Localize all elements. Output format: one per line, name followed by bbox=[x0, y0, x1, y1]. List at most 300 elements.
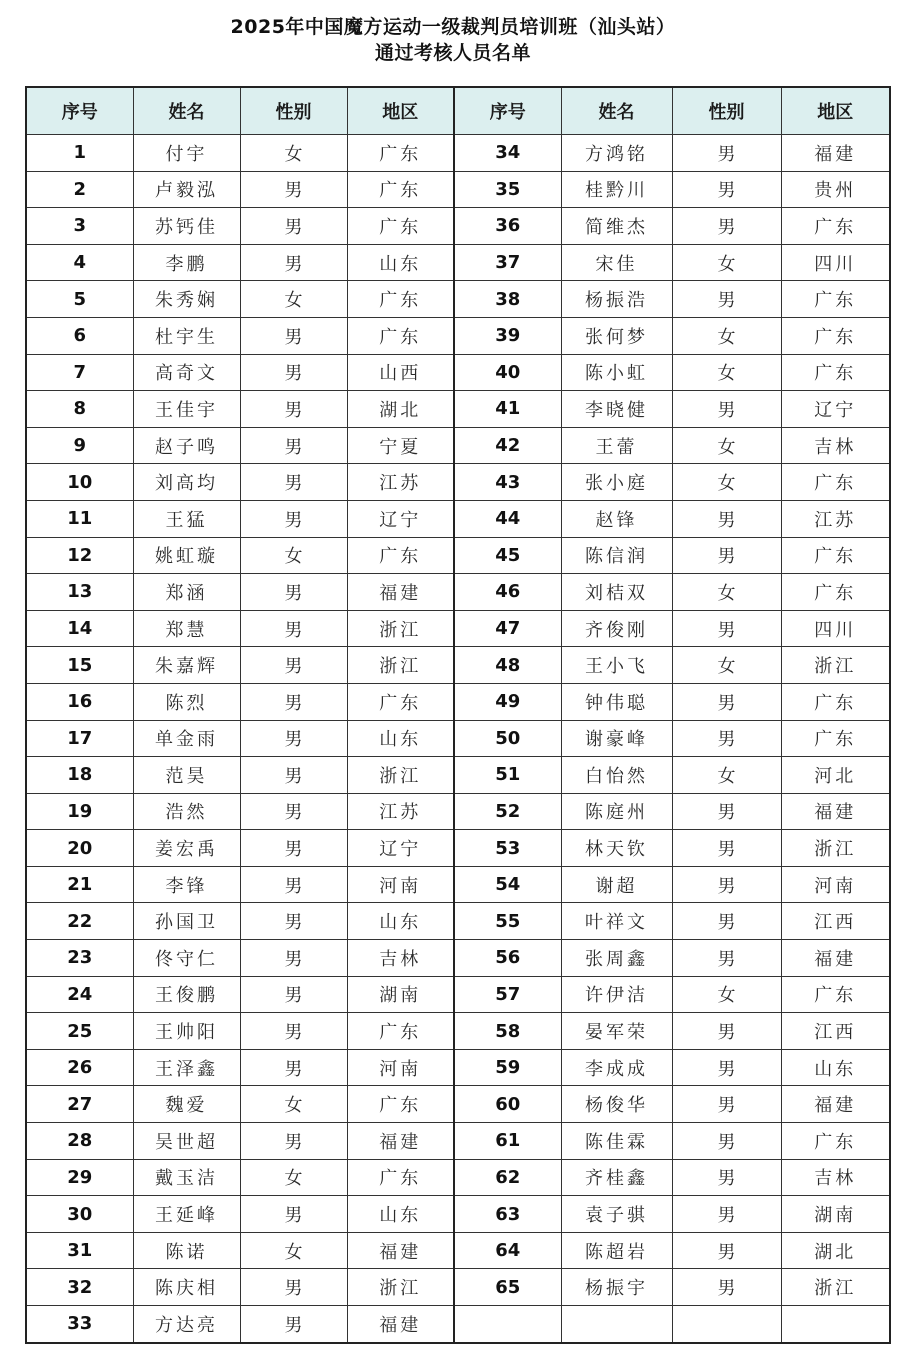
header-row bbox=[26, 87, 890, 135]
cell-region: 吉林 bbox=[781, 427, 890, 464]
cell-gender: 男 bbox=[240, 208, 347, 245]
cell-no: 15 bbox=[26, 647, 133, 684]
cell-region: 广东 bbox=[347, 1086, 454, 1123]
cell-name: 朱嘉辉 bbox=[133, 647, 240, 684]
table-row bbox=[26, 830, 890, 867]
table-row bbox=[26, 427, 890, 464]
cell-no: 40 bbox=[454, 354, 561, 391]
cell-name: 刘高均 bbox=[133, 464, 240, 501]
cell-gender: 女 bbox=[240, 1159, 347, 1196]
cell-region: 湖北 bbox=[347, 391, 454, 428]
cell-gender: 男 bbox=[240, 903, 347, 940]
cell-gender: 男 bbox=[672, 1123, 781, 1160]
cell-gender: 男 bbox=[240, 866, 347, 903]
cell-region: 辽宁 bbox=[347, 500, 454, 537]
table-row bbox=[26, 647, 890, 684]
cell-no: 11 bbox=[26, 500, 133, 537]
cell-gender: 男 bbox=[672, 1269, 781, 1306]
cell-name: 郑慧 bbox=[133, 610, 240, 647]
cell-gender: 男 bbox=[672, 610, 781, 647]
cell-name: 王俊鹏 bbox=[133, 976, 240, 1013]
cell-name: 姚虹璇 bbox=[133, 537, 240, 574]
cell-region: 浙江 bbox=[781, 830, 890, 867]
cell-gender: 男 bbox=[672, 135, 781, 172]
cell-gender: 男 bbox=[240, 244, 347, 281]
cell-no: 41 bbox=[454, 391, 561, 428]
table-row bbox=[26, 391, 890, 428]
cell-no: 10 bbox=[26, 464, 133, 501]
cell-no: 43 bbox=[454, 464, 561, 501]
cell-name: 陈信润 bbox=[561, 537, 672, 574]
cell-name: 王延峰 bbox=[133, 1196, 240, 1233]
cell-no: 25 bbox=[26, 1013, 133, 1050]
cell-gender: 男 bbox=[240, 1196, 347, 1233]
cell-name: 李锋 bbox=[133, 866, 240, 903]
table-row bbox=[26, 208, 890, 245]
cell-gender: 女 bbox=[672, 317, 781, 354]
cell-no: 14 bbox=[26, 610, 133, 647]
cell-gender: 女 bbox=[672, 427, 781, 464]
cell-gender: 男 bbox=[240, 647, 347, 684]
table-row bbox=[26, 1013, 890, 1050]
cell-region bbox=[781, 1306, 890, 1343]
cell-region: 贵州 bbox=[781, 171, 890, 208]
cell-gender bbox=[672, 1306, 781, 1343]
cell-region: 广东 bbox=[781, 1123, 890, 1160]
cell-name: 许伊洁 bbox=[561, 976, 672, 1013]
document-title bbox=[0, 14, 906, 66]
cell-region: 浙江 bbox=[347, 647, 454, 684]
cell-gender: 男 bbox=[672, 1013, 781, 1050]
cell-region: 浙江 bbox=[347, 610, 454, 647]
cell-region: 广东 bbox=[347, 683, 454, 720]
cell-name: 李成成 bbox=[561, 1049, 672, 1086]
table-row bbox=[26, 135, 890, 172]
cell-gender: 男 bbox=[672, 720, 781, 757]
cell-region: 广东 bbox=[347, 537, 454, 574]
cell-name: 袁子骐 bbox=[561, 1196, 672, 1233]
cell-name: 谢超 bbox=[561, 866, 672, 903]
cell-region: 福建 bbox=[347, 574, 454, 611]
cell-name: 魏爱 bbox=[133, 1086, 240, 1123]
cell-no: 4 bbox=[26, 244, 133, 281]
table-row bbox=[26, 574, 890, 611]
cell-name: 吴世超 bbox=[133, 1123, 240, 1160]
cell-no: 21 bbox=[26, 866, 133, 903]
table-row bbox=[26, 1306, 890, 1343]
title-line-1: 2025年中国魔方运动一级裁判员培训班（汕头站） bbox=[230, 16, 676, 38]
cell-gender: 男 bbox=[672, 391, 781, 428]
cell-gender: 男 bbox=[240, 720, 347, 757]
roster-body bbox=[26, 135, 890, 1343]
cell-no: 27 bbox=[26, 1086, 133, 1123]
cell-no: 16 bbox=[26, 683, 133, 720]
header-gender: 性别 bbox=[240, 87, 347, 135]
cell-region: 江苏 bbox=[347, 793, 454, 830]
cell-no: 51 bbox=[454, 757, 561, 794]
cell-gender: 男 bbox=[240, 940, 347, 977]
cell-no: 65 bbox=[454, 1269, 561, 1306]
cell-name: 白怡然 bbox=[561, 757, 672, 794]
cell-no: 35 bbox=[454, 171, 561, 208]
cell-gender: 男 bbox=[672, 500, 781, 537]
cell-region: 广东 bbox=[781, 464, 890, 501]
table-row bbox=[26, 1232, 890, 1269]
cell-no: 50 bbox=[454, 720, 561, 757]
header-no: 序号 bbox=[26, 87, 133, 135]
cell-gender: 女 bbox=[240, 135, 347, 172]
cell-region: 广东 bbox=[781, 537, 890, 574]
cell-gender: 男 bbox=[240, 354, 347, 391]
cell-gender: 男 bbox=[240, 427, 347, 464]
cell-name: 朱秀娴 bbox=[133, 281, 240, 318]
cell-no: 44 bbox=[454, 500, 561, 537]
cell-no: 6 bbox=[26, 317, 133, 354]
header-name: 姓名 bbox=[561, 87, 672, 135]
cell-gender: 男 bbox=[672, 1049, 781, 1086]
cell-region: 山东 bbox=[347, 244, 454, 281]
cell-region: 山西 bbox=[347, 354, 454, 391]
cell-no bbox=[454, 1306, 561, 1343]
cell-region: 山东 bbox=[347, 1196, 454, 1233]
cell-no: 34 bbox=[454, 135, 561, 172]
cell-name: 晏军荣 bbox=[561, 1013, 672, 1050]
cell-region: 广东 bbox=[347, 1013, 454, 1050]
cell-name: 郑涵 bbox=[133, 574, 240, 611]
table-row bbox=[26, 537, 890, 574]
cell-gender: 男 bbox=[240, 317, 347, 354]
cell-no: 18 bbox=[26, 757, 133, 794]
cell-name: 张周鑫 bbox=[561, 940, 672, 977]
cell-name: 林天钦 bbox=[561, 830, 672, 867]
cell-name: 王泽鑫 bbox=[133, 1049, 240, 1086]
cell-no: 39 bbox=[454, 317, 561, 354]
cell-name: 陈庭州 bbox=[561, 793, 672, 830]
cell-no: 29 bbox=[26, 1159, 133, 1196]
cell-no: 7 bbox=[26, 354, 133, 391]
table-row bbox=[26, 683, 890, 720]
cell-region: 四川 bbox=[781, 244, 890, 281]
cell-gender: 男 bbox=[240, 1123, 347, 1160]
cell-no: 20 bbox=[26, 830, 133, 867]
cell-gender: 女 bbox=[672, 244, 781, 281]
header-gender: 性别 bbox=[672, 87, 781, 135]
cell-gender: 男 bbox=[672, 1159, 781, 1196]
table-row bbox=[26, 720, 890, 757]
cell-region: 广东 bbox=[347, 208, 454, 245]
cell-region: 广东 bbox=[781, 976, 890, 1013]
title-line-2: 通过考核人员名单 bbox=[374, 42, 531, 64]
cell-region: 山东 bbox=[347, 720, 454, 757]
cell-name: 简维杰 bbox=[561, 208, 672, 245]
cell-region: 福建 bbox=[781, 135, 890, 172]
cell-gender: 男 bbox=[672, 830, 781, 867]
cell-region: 广东 bbox=[781, 208, 890, 245]
cell-name: 方达亮 bbox=[133, 1306, 240, 1343]
cell-no: 19 bbox=[26, 793, 133, 830]
cell-no: 33 bbox=[26, 1306, 133, 1343]
header-region: 地区 bbox=[781, 87, 890, 135]
table-row bbox=[26, 976, 890, 1013]
cell-no: 13 bbox=[26, 574, 133, 611]
cell-name: 戴玉洁 bbox=[133, 1159, 240, 1196]
cell-region: 湖北 bbox=[781, 1232, 890, 1269]
cell-region: 福建 bbox=[781, 1086, 890, 1123]
cell-name: 王帅阳 bbox=[133, 1013, 240, 1050]
cell-no: 12 bbox=[26, 537, 133, 574]
cell-region: 浙江 bbox=[781, 1269, 890, 1306]
cell-no: 52 bbox=[454, 793, 561, 830]
table-row bbox=[26, 866, 890, 903]
cell-gender: 男 bbox=[672, 1086, 781, 1123]
cell-no: 32 bbox=[26, 1269, 133, 1306]
cell-region: 河南 bbox=[347, 1049, 454, 1086]
cell-no: 1 bbox=[26, 135, 133, 172]
cell-name: 齐俊刚 bbox=[561, 610, 672, 647]
cell-name: 王蕾 bbox=[561, 427, 672, 464]
table-row bbox=[26, 1086, 890, 1123]
table-row bbox=[26, 464, 890, 501]
cell-name: 宋佳 bbox=[561, 244, 672, 281]
cell-gender: 男 bbox=[240, 683, 347, 720]
cell-no: 24 bbox=[26, 976, 133, 1013]
cell-no: 9 bbox=[26, 427, 133, 464]
cell-name: 叶祥文 bbox=[561, 903, 672, 940]
cell-no: 54 bbox=[454, 866, 561, 903]
cell-name: 陈佳霖 bbox=[561, 1123, 672, 1160]
cell-name: 赵锋 bbox=[561, 500, 672, 537]
cell-region: 广东 bbox=[781, 574, 890, 611]
cell-region: 江西 bbox=[781, 903, 890, 940]
cell-no: 38 bbox=[454, 281, 561, 318]
cell-region: 福建 bbox=[781, 793, 890, 830]
cell-name bbox=[561, 1306, 672, 1343]
cell-region: 吉林 bbox=[347, 940, 454, 977]
header-no: 序号 bbox=[454, 87, 561, 135]
cell-region: 湖南 bbox=[347, 976, 454, 1013]
cell-region: 广东 bbox=[347, 281, 454, 318]
cell-name: 佟守仁 bbox=[133, 940, 240, 977]
cell-region: 河北 bbox=[781, 757, 890, 794]
cell-name: 陈烈 bbox=[133, 683, 240, 720]
cell-no: 61 bbox=[454, 1123, 561, 1160]
cell-no: 62 bbox=[454, 1159, 561, 1196]
cell-name: 方鸿铭 bbox=[561, 135, 672, 172]
cell-no: 30 bbox=[26, 1196, 133, 1233]
cell-name: 赵子鸣 bbox=[133, 427, 240, 464]
roster-table bbox=[25, 86, 891, 1344]
cell-gender: 男 bbox=[240, 1013, 347, 1050]
cell-gender: 女 bbox=[672, 757, 781, 794]
cell-region: 江西 bbox=[781, 1013, 890, 1050]
cell-no: 48 bbox=[454, 647, 561, 684]
cell-no: 5 bbox=[26, 281, 133, 318]
cell-region: 宁夏 bbox=[347, 427, 454, 464]
table-row bbox=[26, 500, 890, 537]
header-region: 地区 bbox=[347, 87, 454, 135]
cell-name: 王小飞 bbox=[561, 647, 672, 684]
cell-region: 浙江 bbox=[347, 757, 454, 794]
table-row bbox=[26, 757, 890, 794]
cell-region: 广东 bbox=[781, 720, 890, 757]
cell-name: 苏钙佳 bbox=[133, 208, 240, 245]
cell-region: 广东 bbox=[347, 317, 454, 354]
cell-no: 57 bbox=[454, 976, 561, 1013]
cell-no: 2 bbox=[26, 171, 133, 208]
cell-name: 桂黔川 bbox=[561, 171, 672, 208]
cell-region: 山东 bbox=[781, 1049, 890, 1086]
cell-name: 卢毅泓 bbox=[133, 171, 240, 208]
cell-name: 单金雨 bbox=[133, 720, 240, 757]
cell-region: 江苏 bbox=[347, 464, 454, 501]
cell-no: 45 bbox=[454, 537, 561, 574]
cell-no: 49 bbox=[454, 683, 561, 720]
header-name: 姓名 bbox=[133, 87, 240, 135]
cell-no: 64 bbox=[454, 1232, 561, 1269]
cell-region: 河南 bbox=[347, 866, 454, 903]
cell-gender: 女 bbox=[240, 537, 347, 574]
cell-gender: 男 bbox=[240, 1049, 347, 1086]
cell-name: 张何梦 bbox=[561, 317, 672, 354]
table-row bbox=[26, 354, 890, 391]
cell-name: 陈超岩 bbox=[561, 1232, 672, 1269]
cell-no: 8 bbox=[26, 391, 133, 428]
cell-gender: 男 bbox=[672, 683, 781, 720]
cell-gender: 男 bbox=[672, 281, 781, 318]
table-row bbox=[26, 244, 890, 281]
cell-no: 3 bbox=[26, 208, 133, 245]
cell-gender: 女 bbox=[240, 281, 347, 318]
cell-name: 钟伟聪 bbox=[561, 683, 672, 720]
table-row bbox=[26, 610, 890, 647]
table-row bbox=[26, 1159, 890, 1196]
table-row bbox=[26, 1049, 890, 1086]
cell-no: 53 bbox=[454, 830, 561, 867]
cell-region: 广东 bbox=[781, 354, 890, 391]
cell-gender: 男 bbox=[240, 757, 347, 794]
cell-region: 广东 bbox=[781, 683, 890, 720]
cell-no: 46 bbox=[454, 574, 561, 611]
cell-name: 李晓健 bbox=[561, 391, 672, 428]
cell-no: 60 bbox=[454, 1086, 561, 1123]
table-row bbox=[26, 171, 890, 208]
table-row bbox=[26, 793, 890, 830]
cell-no: 56 bbox=[454, 940, 561, 977]
cell-gender: 男 bbox=[240, 976, 347, 1013]
cell-region: 河南 bbox=[781, 866, 890, 903]
cell-no: 47 bbox=[454, 610, 561, 647]
cell-region: 浙江 bbox=[347, 1269, 454, 1306]
cell-gender: 男 bbox=[240, 574, 347, 611]
cell-name: 孙国卫 bbox=[133, 903, 240, 940]
cell-name: 张小庭 bbox=[561, 464, 672, 501]
cell-gender: 男 bbox=[672, 903, 781, 940]
cell-no: 55 bbox=[454, 903, 561, 940]
cell-region: 福建 bbox=[781, 940, 890, 977]
cell-gender: 男 bbox=[240, 830, 347, 867]
cell-region: 福建 bbox=[347, 1123, 454, 1160]
table-row bbox=[26, 281, 890, 318]
cell-region: 广东 bbox=[347, 135, 454, 172]
cell-gender: 男 bbox=[240, 464, 347, 501]
cell-gender: 女 bbox=[240, 1086, 347, 1123]
table-row bbox=[26, 1196, 890, 1233]
cell-gender: 女 bbox=[672, 574, 781, 611]
cell-no: 31 bbox=[26, 1232, 133, 1269]
cell-name: 陈小虹 bbox=[561, 354, 672, 391]
cell-gender: 女 bbox=[240, 1232, 347, 1269]
cell-gender: 男 bbox=[240, 610, 347, 647]
cell-gender: 男 bbox=[240, 391, 347, 428]
cell-gender: 男 bbox=[672, 1232, 781, 1269]
cell-region: 浙江 bbox=[781, 647, 890, 684]
cell-region: 吉林 bbox=[781, 1159, 890, 1196]
cell-no: 58 bbox=[454, 1013, 561, 1050]
cell-region: 辽宁 bbox=[781, 391, 890, 428]
cell-no: 63 bbox=[454, 1196, 561, 1233]
cell-name: 付宇 bbox=[133, 135, 240, 172]
cell-no: 42 bbox=[454, 427, 561, 464]
cell-no: 36 bbox=[454, 208, 561, 245]
cell-gender: 男 bbox=[240, 1269, 347, 1306]
cell-name: 杨振浩 bbox=[561, 281, 672, 318]
table-row bbox=[26, 940, 890, 977]
table-row bbox=[26, 903, 890, 940]
cell-gender: 女 bbox=[672, 464, 781, 501]
table-row bbox=[26, 317, 890, 354]
cell-gender: 男 bbox=[672, 171, 781, 208]
cell-name: 范昊 bbox=[133, 757, 240, 794]
cell-name: 刘桔双 bbox=[561, 574, 672, 611]
cell-gender: 男 bbox=[672, 1196, 781, 1233]
cell-no: 17 bbox=[26, 720, 133, 757]
cell-gender: 男 bbox=[672, 793, 781, 830]
cell-region: 广东 bbox=[347, 1159, 454, 1196]
cell-gender: 女 bbox=[672, 354, 781, 391]
cell-no: 22 bbox=[26, 903, 133, 940]
cell-no: 28 bbox=[26, 1123, 133, 1160]
cell-name: 姜宏禹 bbox=[133, 830, 240, 867]
cell-gender: 男 bbox=[672, 866, 781, 903]
cell-region: 四川 bbox=[781, 610, 890, 647]
cell-gender: 女 bbox=[672, 647, 781, 684]
table-row bbox=[26, 1123, 890, 1160]
cell-region: 福建 bbox=[347, 1306, 454, 1343]
cell-gender: 女 bbox=[672, 976, 781, 1013]
cell-region: 辽宁 bbox=[347, 830, 454, 867]
cell-region: 福建 bbox=[347, 1232, 454, 1269]
cell-name: 李鹏 bbox=[133, 244, 240, 281]
cell-no: 37 bbox=[454, 244, 561, 281]
cell-no: 23 bbox=[26, 940, 133, 977]
cell-name: 杨俊华 bbox=[561, 1086, 672, 1123]
cell-region: 山东 bbox=[347, 903, 454, 940]
cell-region: 广东 bbox=[347, 171, 454, 208]
cell-region: 广东 bbox=[781, 317, 890, 354]
cell-region: 广东 bbox=[781, 281, 890, 318]
cell-name: 王佳宇 bbox=[133, 391, 240, 428]
table-row bbox=[26, 1269, 890, 1306]
cell-no: 26 bbox=[26, 1049, 133, 1086]
cell-gender: 男 bbox=[240, 793, 347, 830]
cell-name: 齐桂鑫 bbox=[561, 1159, 672, 1196]
cell-no: 59 bbox=[454, 1049, 561, 1086]
cell-name: 杨振宇 bbox=[561, 1269, 672, 1306]
cell-region: 湖南 bbox=[781, 1196, 890, 1233]
cell-gender: 男 bbox=[672, 537, 781, 574]
cell-gender: 男 bbox=[240, 500, 347, 537]
cell-name: 高奇文 bbox=[133, 354, 240, 391]
